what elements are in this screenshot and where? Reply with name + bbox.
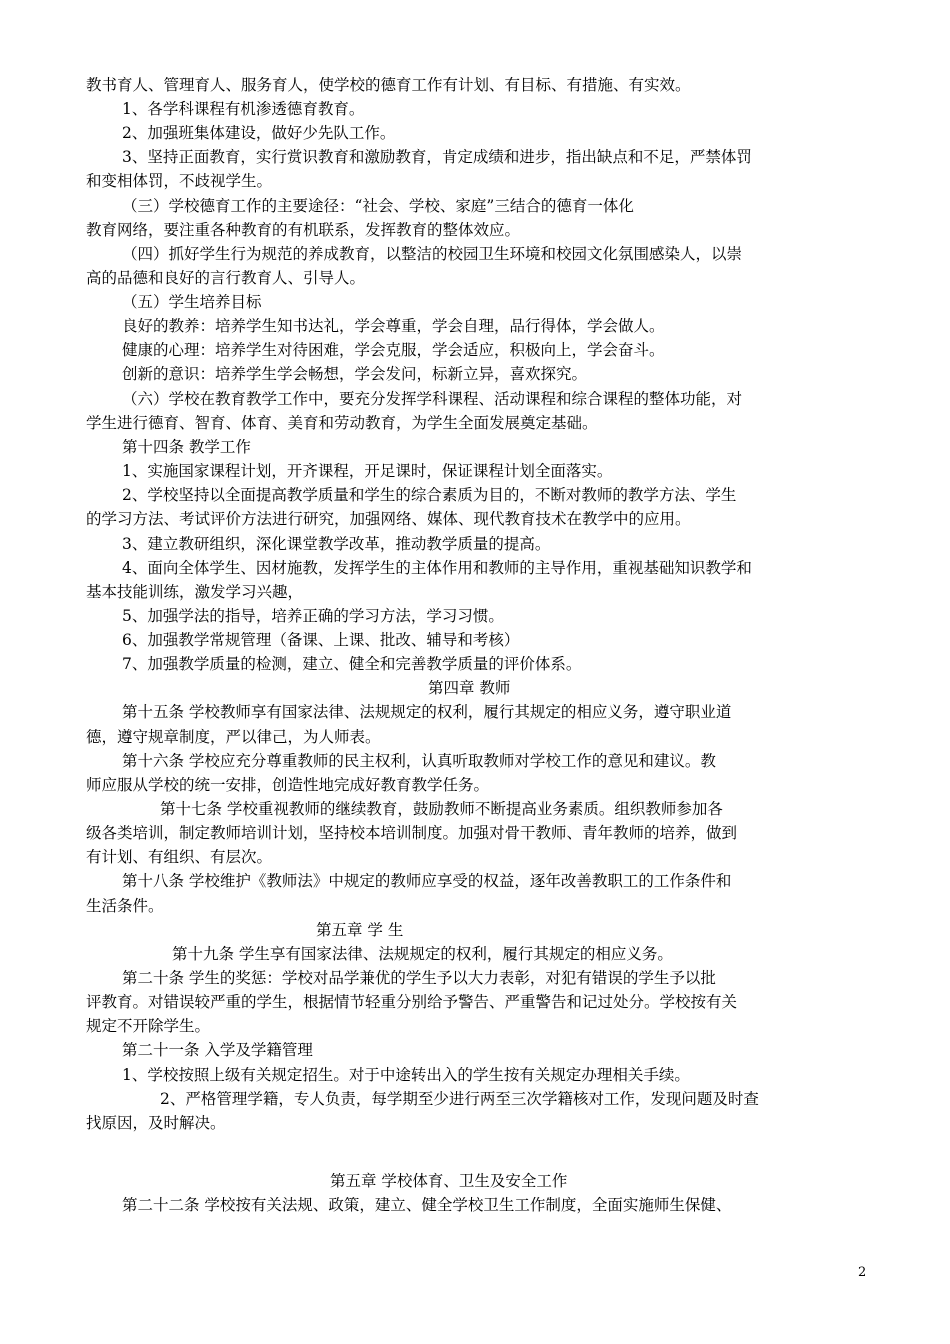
text-line: 教书育人、管理育人、服务育人，使学校的德育工作有计划、有目标、有措施、有实效。: [86, 76, 691, 94]
text-line: 3、建立教研组织，深化课堂教学改革，推动教学质量的提高。: [122, 535, 551, 553]
text-line: 学生进行德育、智育、体育、美育和劳动教育，为学生全面发展奠定基础。: [86, 414, 598, 432]
text-line: 4、面向全体学生、因材施教，发挥学生的主体作用和教师的主导作用，重视基础知识教学和: [122, 559, 752, 577]
text-line: 5、加强学法的指导，培养正确的学习方法，学习习惯。: [122, 607, 504, 625]
text-line: 第十七条 学校重视教师的继续教育，鼓励教师不断提高业务素质。组织教师参加各: [160, 800, 723, 818]
text-line: 高的品德和良好的言行教育人、引导人。: [86, 269, 366, 287]
chapter-heading: 第四章 教师: [428, 679, 511, 697]
text-line: 级各类培训，制定教师培训计划，坚持校本培训制度。加强对骨干教师、青年教师的培养，做到: [86, 824, 738, 842]
text-line: 创新的意识：培养学生学会畅想，学会发问，标新立异，喜欢探究。: [122, 365, 588, 383]
text-line: 第十八条 学校维护《教师法》中规定的教师应享受的权益，逐年改善教职工的工作条件和: [122, 872, 732, 890]
text-line: 找原因，及时解决。: [86, 1114, 226, 1132]
text-line: 有计划、有组织、有层次。: [86, 848, 273, 866]
text-line: 1、各学科课程有机渗透德育教育。: [122, 100, 365, 118]
page-number: 2: [858, 1265, 867, 1280]
text-line: 良好的教养：培养学生知书达礼，学会尊重，学会自理，品行得体，学会做人。: [122, 317, 665, 335]
text-line: （六）学校在教育教学工作中，要充分发挥学科课程、活动课程和综合课程的整体功能，对: [122, 390, 743, 408]
text-line: 3、坚持正面教育，实行赏识教育和激励教育，肯定成绩和进步，指出缺点和不足，严禁体罚: [122, 148, 752, 166]
text-line: 第二十二条 学校按有关法规、政策，建立、健全学校卫生工作制度，全面实施师生保健、: [122, 1196, 732, 1214]
text-line: 2、加强班集体建设，做好少先队工作。: [122, 124, 396, 142]
text-line: 1、实施国家课程计划，开齐课程，开足课时，保证课程计划全面落实。: [122, 462, 613, 480]
text-line: 2、严格管理学籍，专人负责，每学期至少进行两至三次学籍核对工作，发现问题及时查: [160, 1090, 759, 1108]
text-line: 2、学校坚持以全面提高教学质量和学生的综合素质为目的，不断对教师的教学方法、学生: [122, 486, 737, 504]
section-heading: 第十四条 教学工作: [122, 438, 251, 456]
text-line: 6、加强教学常规管理（备课、上课、批改、辅导和考核）: [122, 631, 520, 649]
text-line: 第十九条 学生享有国家法律、法规规定的权利，履行其规定的相应义务。: [172, 945, 673, 963]
text-line: 规定不开除学生。: [86, 1017, 211, 1035]
text-line: 教育网络，要注重各种教育的有机联系，发挥教育的整体效应。: [86, 221, 521, 239]
chapter-heading: 第五章 学 生: [316, 921, 404, 939]
chapter-heading: 第五章 学校体育、卫生及安全工作: [330, 1172, 568, 1190]
text-line: 生活条件。: [86, 897, 164, 915]
text-line: 第十六条 学校应充分尊重教师的民主权利，认真听取教师对学校工作的意见和建议。教: [122, 752, 716, 770]
text-line: 基本技能训练，激发学习兴趣，: [86, 583, 304, 601]
text-line: 第二十条 学生的奖惩：学校对品学兼优的学生予以大力表彰，对犯有错误的学生予以批: [122, 969, 716, 987]
text-line: 1、学校按照上级有关规定招生。对于中途转出入的学生按有关规定办理相关手续。: [122, 1066, 690, 1084]
text-line: （四）抓好学生行为规范的养成教育，以整洁的校园卫生环境和校园文化氛围感染人，以崇: [122, 245, 743, 263]
text-line: 健康的心理：培养学生对待困难，学会克服，学会适应，积极向上，学会奋斗。: [122, 341, 665, 359]
text-line: （五）学生培养目标: [122, 293, 262, 311]
text-line: 和变相体罚，不歧视学生。: [86, 172, 273, 190]
text-line: 7、加强教学质量的检测，建立、健全和完善教学质量的评价体系。: [122, 655, 582, 673]
text-line: 的学习方法、考试评价方法进行研究，加强网络、媒体、现代教育技术在教学中的应用。: [86, 510, 691, 528]
text-line: 德，遵守规章制度，严以律己，为人师表。: [86, 728, 381, 746]
text-line: （三）学校德育工作的主要途径：“社会、学校、家庭”三结合的德育一体化: [122, 197, 634, 215]
text-line: 师应服从学校的统一安排，创造性地完成好教育教学任务。: [86, 776, 490, 794]
text-line: 第十五条 学校教师享有国家法律、法规规定的权利，履行其规定的相应义务，遵守职业道: [122, 703, 732, 721]
section-heading: 第二十一条 入学及学籍管理: [122, 1041, 313, 1059]
text-line: 评教育。对错误较严重的学生，根据情节轻重分别给予警告、严重警告和记过处分。学校按有关: [86, 993, 738, 1011]
